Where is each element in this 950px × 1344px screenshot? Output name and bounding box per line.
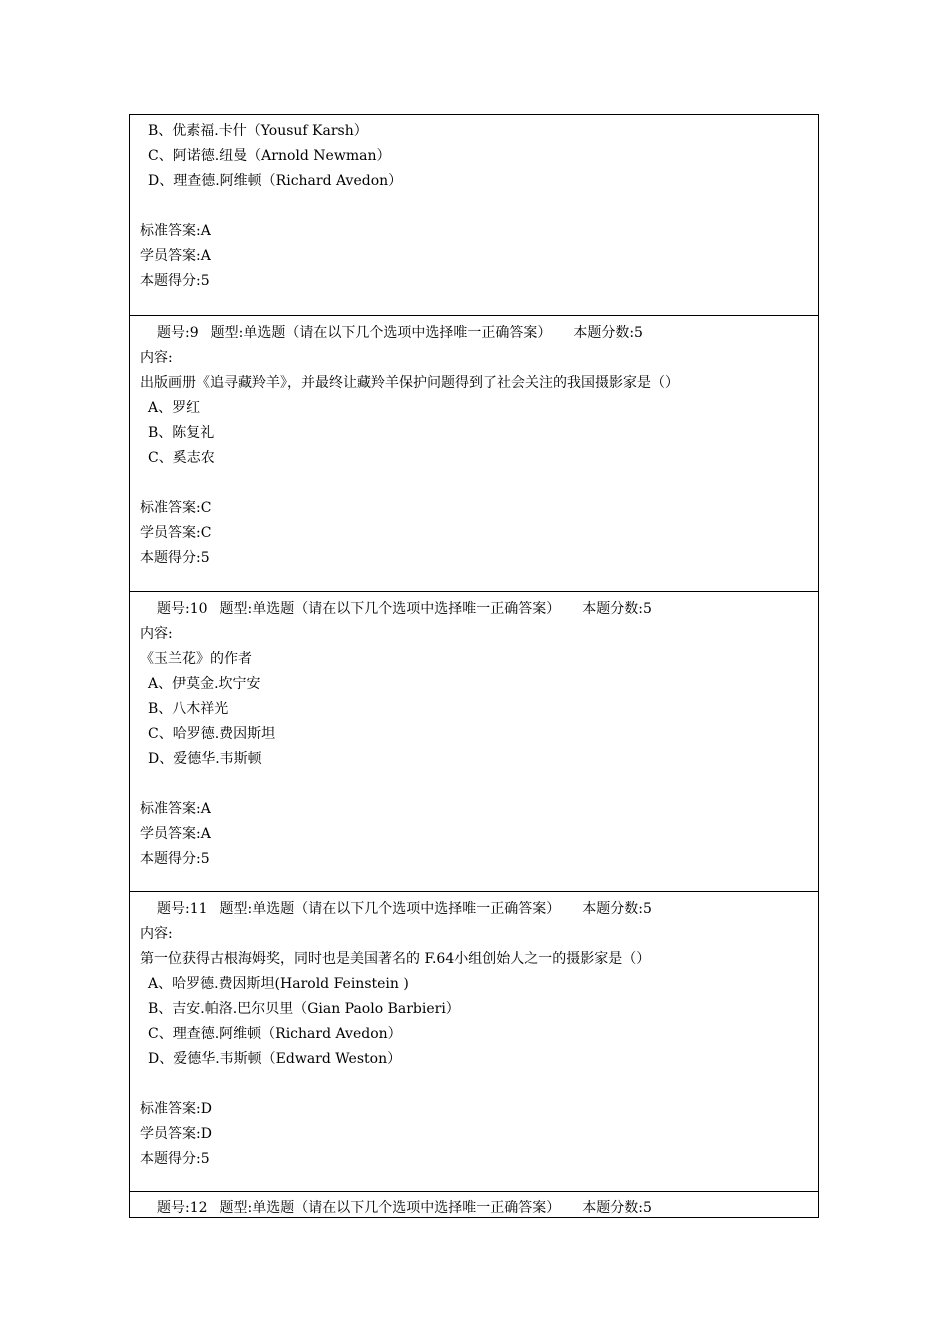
question-type: 题型:单选题（请在以下几个选项中选择唯一正确答案） [219,1200,561,1216]
question-block-11 [130,891,818,1191]
exam-results-table [129,114,819,1218]
option-d: D、爱德华.韦斯顿 [148,751,262,767]
student-answer: 学员答案:D [140,1126,212,1142]
option-b: B、八木祥光 [148,701,229,717]
standard-answer: 标准答案:C [140,500,212,516]
content-label: 内容: [140,350,173,366]
question-number: 题号:10 [157,601,208,617]
question-type: 题型:单选题（请在以下几个选项中选择唯一正确答案） [219,601,561,617]
question-points: 本题分数:5 [582,601,652,617]
spacer [140,1072,818,1097]
question-points: 本题分数:5 [582,1200,652,1216]
question-number: 题号:9 [157,325,199,341]
student-answer: 学员答案:A [140,248,211,264]
question-header [140,597,818,622]
option-a: A、罗红 [148,400,201,416]
standard-answer: 标准答案:A [140,801,211,817]
option-d: D、爱德华.韦斯顿（Edward Weston） [148,1051,402,1067]
question-block-prev [130,115,818,315]
option-d: D、理查德.阿维顿（Richard Avedon） [148,173,403,189]
question-content: 《玉兰花》的作者 [140,651,252,667]
standard-answer: 标准答案:D [140,1101,212,1117]
question-content: 出版画册《追寻藏羚羊》，并最终让藏羚羊保护问题得到了社会关注的我国摄影家是（） [140,375,679,391]
option-b: B、优素福.卡什（Yousuf Karsh） [148,123,368,139]
option-a: A、伊莫金.坎宁安 [148,676,261,692]
student-answer: 学员答案:A [140,826,211,842]
question-score: 本题得分:5 [140,1151,210,1167]
option-c: C、阿诺德.纽曼（Arnold Newman） [148,148,391,164]
question-score: 本题得分:5 [140,851,210,867]
question-type: 题型:单选题（请在以下几个选项中选择唯一正确答案） [219,901,561,917]
option-b: B、陈复礼 [148,425,215,441]
option-b: B、吉安.帕洛.巴尔贝里（Gian Paolo Barbieri） [148,1001,460,1017]
spacer [140,471,818,496]
standard-answer: 标准答案:A [140,223,211,239]
question-points: 本题分数:5 [573,325,643,341]
option-a: A、哈罗德.费因斯坦(Harold Feinstein ) [148,976,409,992]
option-c: C、哈罗德.费因斯坦 [148,726,276,742]
question-content: 第一位获得古根海姆奖，同时也是美国著名的 F.64小组创始人之一的摄影家是（） [140,951,651,967]
spacer [140,772,818,797]
question-header [140,897,818,922]
question-type: 题型:单选题（请在以下几个选项中选择唯一正确答案） [210,325,552,341]
question-score: 本题得分:5 [140,550,210,566]
question-points: 本题分数:5 [582,901,652,917]
spacer [140,194,818,219]
question-block-10 [130,591,818,891]
question-block-9 [130,315,818,591]
student-answer: 学员答案:C [140,525,212,541]
option-c: C、奚志农 [148,450,215,466]
question-score: 本题得分:5 [140,273,210,289]
content-label: 内容: [140,626,173,642]
question-block-12 [130,1191,818,1217]
content-label: 内容: [140,926,173,942]
option-c: C、理查德.阿维顿（Richard Avedon） [148,1026,402,1042]
question-header [140,321,818,346]
question-header [140,1196,818,1221]
question-number: 题号:12 [157,1200,208,1216]
question-number: 题号:11 [157,901,208,917]
